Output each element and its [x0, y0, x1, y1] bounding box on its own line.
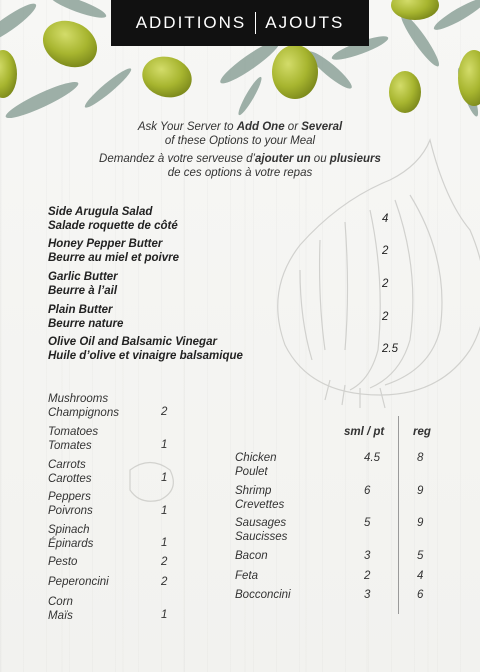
vegetable-name-en: Corn: [48, 596, 73, 608]
vegetable-price: 1: [161, 505, 168, 517]
addition-item: [48, 270, 408, 298]
addition-item: [48, 237, 408, 265]
vegetable-price: 2: [161, 406, 168, 418]
addition-name-fr: Salade roquette de côté: [48, 220, 178, 232]
addition-name-en: Garlic Butter: [48, 271, 118, 283]
addition-item: [48, 205, 408, 233]
title-english: ADDITIONS: [135, 13, 247, 32]
title-divider: [255, 12, 256, 34]
intro-en-several: Several: [301, 121, 343, 133]
protein-item: [235, 589, 291, 603]
vegetable-name-en: Tomatoes: [48, 426, 99, 438]
addition-item: [48, 303, 408, 331]
intro-fr-ou: ou: [310, 153, 330, 165]
vegetable-name-fr: Poivrons: [48, 504, 93, 517]
vegetable-item: [48, 556, 77, 570]
vegetable-price: 2: [161, 556, 168, 568]
protein-price-small: 6: [364, 485, 371, 497]
protein-price-regular: 9: [417, 485, 424, 497]
addition-name-en: Plain Butter: [48, 304, 113, 316]
protein-name-fr: Saucisses: [235, 530, 288, 543]
protein-name-en: Shrimp: [235, 485, 272, 497]
intro-en-or: or: [284, 121, 302, 133]
protein-name-en: Sausages: [235, 517, 287, 529]
protein-name-en: Feta: [235, 570, 259, 582]
addition-name-fr: Beurre à l’ail: [48, 285, 118, 297]
addition-price: 2: [382, 311, 389, 323]
protein-item: [235, 550, 268, 564]
vegetable-name-en: Spinach: [48, 524, 90, 536]
addition-price: 2: [382, 245, 389, 257]
intro-fr-prefix: Demandez à votre serveuse d’: [99, 153, 256, 165]
intro-fr-ajouter: ajouter un: [255, 153, 311, 165]
protein-price-small: 3: [364, 550, 371, 562]
vegetable-item: [48, 491, 93, 518]
vegetable-name-en: Peppers: [48, 491, 91, 503]
addition-name-en: Olive Oil and Balsamic Vinegar: [48, 336, 217, 348]
vegetable-item: [48, 576, 109, 590]
vegetable-item: [48, 393, 119, 420]
intro-french-line1: [0, 152, 480, 166]
vegetable-name-en: Peperoncini: [48, 576, 109, 588]
title-french: AJOUTS: [265, 13, 345, 32]
vegetable-name-fr: Épinards: [48, 537, 94, 550]
intro-french: [0, 152, 480, 180]
protein-price-small: 2: [364, 570, 371, 582]
vegetable-item: [48, 596, 73, 623]
protein-price-small: 4.5: [364, 452, 380, 464]
protein-price-small: 5: [364, 517, 371, 529]
intro-en-add-one: Add One: [236, 121, 285, 133]
protein-price-small: 3: [364, 589, 371, 601]
protein-item: [235, 517, 287, 544]
vegetable-name-fr: Champignons: [48, 406, 119, 419]
protein-item: [235, 452, 277, 479]
protein-price-regular: 9: [417, 517, 424, 529]
addition-name-fr: Beurre au miel et poivre: [48, 252, 180, 264]
intro-french-line2: de ces options à votre repas: [167, 167, 313, 179]
vegetable-name-fr: Tomates: [48, 439, 92, 452]
vegetable-price: 1: [161, 439, 168, 451]
intro-fr-plusieurs: plusieurs: [329, 153, 381, 165]
vegetable-price: 1: [161, 609, 168, 621]
protein-header-regular: reg: [413, 426, 431, 438]
protein-name-en: Chicken: [235, 452, 277, 464]
protein-price-regular: 8: [417, 452, 424, 464]
addition-price: 2.5: [382, 343, 398, 355]
protein-name-fr: Poulet: [235, 465, 268, 478]
addition-name-fr: Huile d’olive et vinaigre balsamique: [48, 350, 243, 362]
vegetable-name-en: Mushrooms: [48, 393, 109, 405]
vegetable-item: [48, 524, 93, 551]
protein-price-regular: 6: [417, 589, 424, 601]
protein-header-small: sml / pt: [344, 426, 385, 438]
addition-item: [48, 335, 408, 363]
vegetable-price: 1: [161, 472, 168, 484]
protein-item: [235, 485, 284, 512]
header-title-bar: [111, 0, 369, 46]
intro-english-line1: [0, 120, 480, 134]
addition-name-en: Honey Pepper Butter: [48, 238, 163, 250]
protein-item: [235, 570, 258, 584]
addition-price: 4: [382, 213, 389, 225]
protein-name-fr: Crevettes: [235, 498, 285, 511]
vegetable-name-fr: Carottes: [48, 472, 92, 485]
protein-price-regular: 4: [417, 570, 424, 582]
intro-english: [0, 120, 480, 148]
addition-price: 2: [382, 278, 389, 290]
vegetable-item: [48, 459, 91, 486]
protein-name-en: Bocconcini: [235, 589, 291, 601]
vegetable-name-en: Pesto: [48, 556, 78, 568]
vegetable-name-en: Carrots: [48, 459, 86, 471]
vegetable-price: 1: [161, 537, 168, 549]
vegetable-item: [48, 426, 98, 453]
protein-price-regular: 5: [417, 550, 424, 562]
column-divider: [398, 416, 399, 614]
vegetable-price: 2: [161, 576, 168, 588]
intro-en-prefix: Ask Your Server to: [137, 121, 237, 133]
addition-name-en: Side Arugula Salad: [48, 206, 153, 218]
intro-english-line2: of these Options to your Meal: [164, 135, 316, 147]
protein-name-en: Bacon: [235, 550, 268, 562]
addition-name-fr: Beurre nature: [48, 318, 124, 330]
vegetable-name-fr: Maïs: [48, 609, 73, 622]
